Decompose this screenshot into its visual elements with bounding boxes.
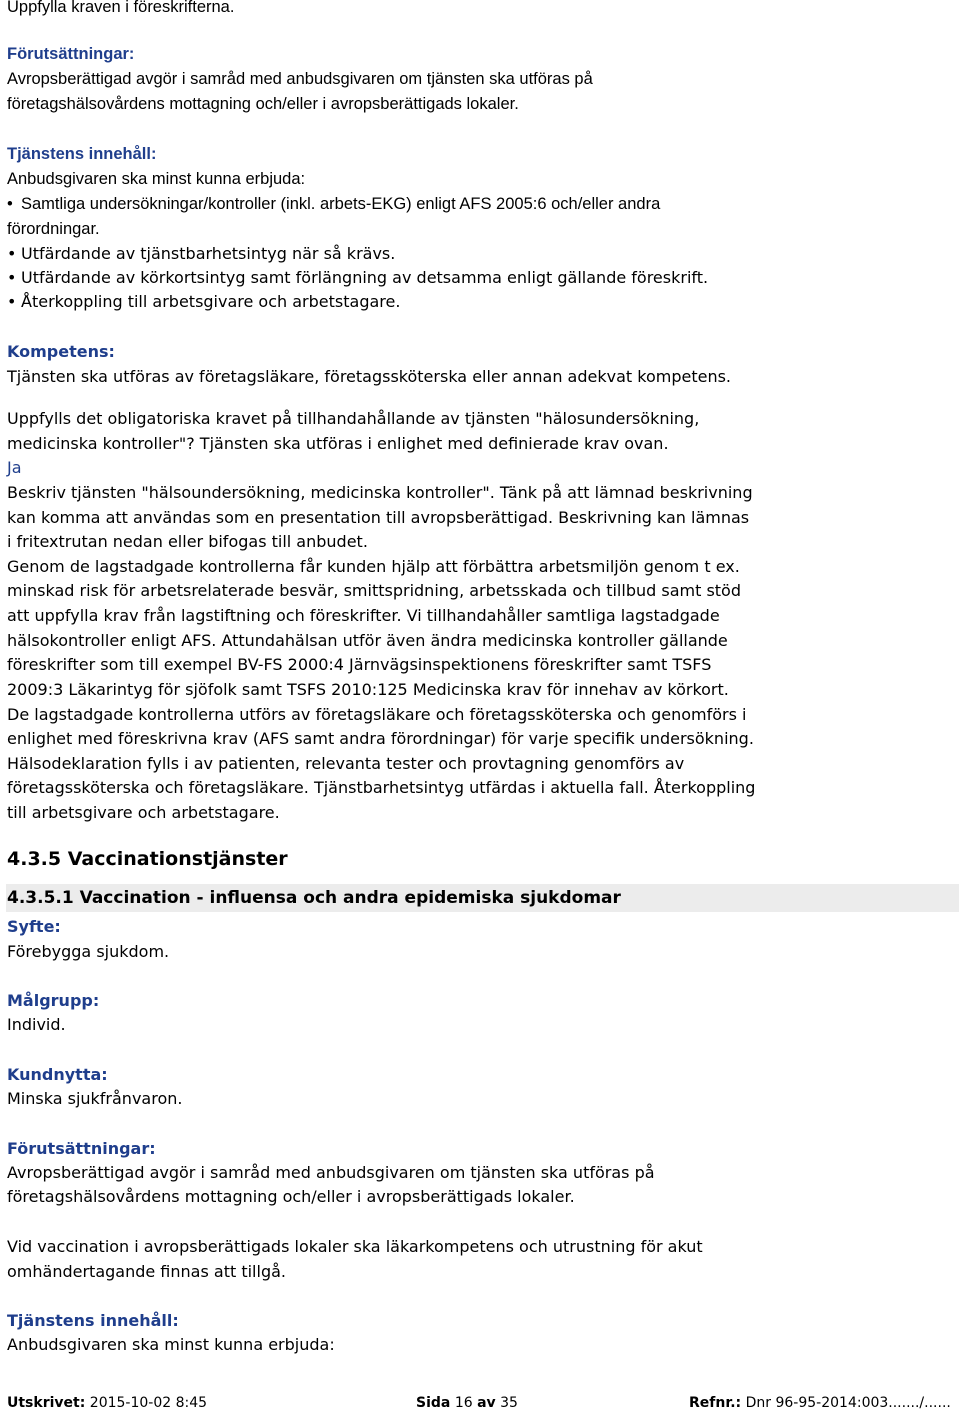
top-line: Uppfylla kraven i föreskrifterna.	[7, 0, 235, 16]
bullet-item: • Samtliga undersökningar/kontroller (inkl. arbets-EKG) enligt AFS 2005:6 och/eller andra	[7, 194, 660, 214]
vaccination-line: omhändertagande finnas att tillgå.	[7, 1262, 286, 1281]
printed-value: 2015-10-02 8:45	[89, 1395, 208, 1411]
vaccination-line: Vid vaccination i avropsberättigads lokaler ska läkarkompetens och utrustning för akut	[7, 1237, 703, 1256]
prerequisites-line: Avropsberättigad avgör i samråd med anbudsgivaren om tjänsten ska utföras på	[7, 70, 593, 88]
describe-line: i fritextrutan nedan eller bifogas till anbudet.	[7, 532, 368, 551]
page-number: 16	[454, 1395, 473, 1411]
content-intro: Anbudsgivaren ska minst kunna erbjuda:	[7, 170, 306, 188]
competence-heading: Kompetens:	[7, 342, 115, 361]
benefit-text: Minska sjukfrånvaron.	[7, 1089, 183, 1108]
describe-line: hälsokontroller enligt AFS. Attundahälsan utför även ändra medicinska kontroller gällande	[7, 631, 728, 650]
describe-line: minskad risk för arbetsrelaterade besvär, smittspridning, arbetsskada och tillbud samt stöd	[7, 581, 741, 600]
question-line: medicinska kontroller"? Tjänsten ska utföras i enlighet med definierade krav ovan.	[7, 434, 669, 453]
describe-line: företagssköterska och företagsläkare. Tjänstbarhetsintyg utfärdas i aktuella fall. Återkoppling	[7, 778, 756, 797]
page-label: Sida	[416, 1395, 451, 1411]
describe-line: 2009:3 Läkarintyg för sjöfolk samt TSFS 2010:125 Medicinska krav för innehav av körkort.	[7, 680, 729, 699]
describe-line: Genom de lagstadgade kontrollerna får kunden hjälp att förbättra arbetsmiljön genom t ex.	[7, 557, 740, 576]
describe-line: föreskrifter som till exempel BV-FS 2000:4 Järnvägsinspektionens föreskrifter samt TSFS	[7, 655, 712, 674]
answer-value: Ja	[7, 458, 22, 477]
page-total: 35	[500, 1395, 518, 1411]
prerequisites-heading: Förutsättningar:	[7, 1139, 156, 1158]
ref-label: Refnr.:	[689, 1395, 742, 1411]
bullet-item-continued: förordningar.	[7, 220, 100, 238]
footer-page	[416, 1394, 518, 1412]
benefit-heading: Kundnytta:	[7, 1065, 108, 1084]
footer-ref	[689, 1394, 951, 1412]
content-heading: Tjänstens innehåll:	[7, 145, 157, 163]
prerequisites-line: Avropsberättigad avgör i samråd med anbudsgivaren om tjänsten ska utföras på	[7, 1163, 655, 1182]
page-of: av	[477, 1395, 496, 1411]
target-heading: Målgrupp:	[7, 991, 100, 1010]
purpose-heading: Syfte:	[7, 917, 61, 936]
describe-line: kan komma att användas som en presentation till avropsberättigad. Beskrivning kan lämnas	[7, 508, 750, 527]
subsection-heading: 4.3.5.1 Vaccination - influensa och andra epidemiska sjukdomar	[7, 888, 621, 908]
describe-line: till arbetsgivare och arbetstagare.	[7, 803, 280, 822]
content-heading: Tjänstens innehåll:	[7, 1311, 179, 1330]
competence-text: Tjänsten ska utföras av företagsläkare, företagssköterska eller annan adekvat kompetens.	[7, 367, 731, 386]
describe-line: Beskriv tjänsten "hälsoundersökning, medicinska kontroller". Tänk på att lämnad beskrivning	[7, 483, 753, 502]
footer-printed	[7, 1394, 207, 1412]
purpose-text: Förebygga sjukdom.	[7, 942, 170, 961]
section-heading: 4.3.5 Vaccinationstjänster	[7, 848, 288, 870]
bullet-item: • Utfärdande av tjänstbarhetsintyg när så krävs.	[7, 244, 395, 264]
bullet-item: • Återkoppling till arbetsgivare och arbetstagare.	[7, 292, 400, 312]
bullet-item: • Utfärdande av körkortsintyg samt förlängning av detsamma enligt gällande föreskrift.	[7, 268, 708, 288]
prerequisites-heading: Förutsättningar:	[7, 45, 135, 63]
prerequisites-line: företagshälsovårdens mottagning och/eller i avropsberättigads lokaler.	[7, 95, 519, 113]
describe-line: De lagstadgade kontrollerna utförs av företagsläkare och företagssköterska och genomförs i	[7, 705, 747, 724]
printed-label: Utskrivet:	[7, 1395, 86, 1411]
prerequisites-line: företagshälsovårdens mottagning och/eller i avropsberättigads lokaler.	[7, 1187, 575, 1206]
ref-value: Dnr 96-95-2014:003......./......	[745, 1395, 951, 1411]
content-intro: Anbudsgivaren ska minst kunna erbjuda:	[7, 1335, 335, 1354]
target-text: Individ.	[7, 1015, 66, 1034]
describe-line: Hälsodeklaration fylls i av patienten, relevanta tester och provtagning genomförs av	[7, 754, 685, 773]
describe-line: enlighet med föreskrivna krav (AFS samt andra förordningar) för varje specifik undersökning.	[7, 729, 754, 748]
describe-line: att uppfylla krav från lagstiftning och föreskrifter. Vi tillhandahåller samtliga lagstadgade	[7, 606, 720, 625]
question-line: Uppfylls det obligatoriska kravet på tillhandahållande av tjänsten "hälosundersökning,	[7, 409, 700, 428]
